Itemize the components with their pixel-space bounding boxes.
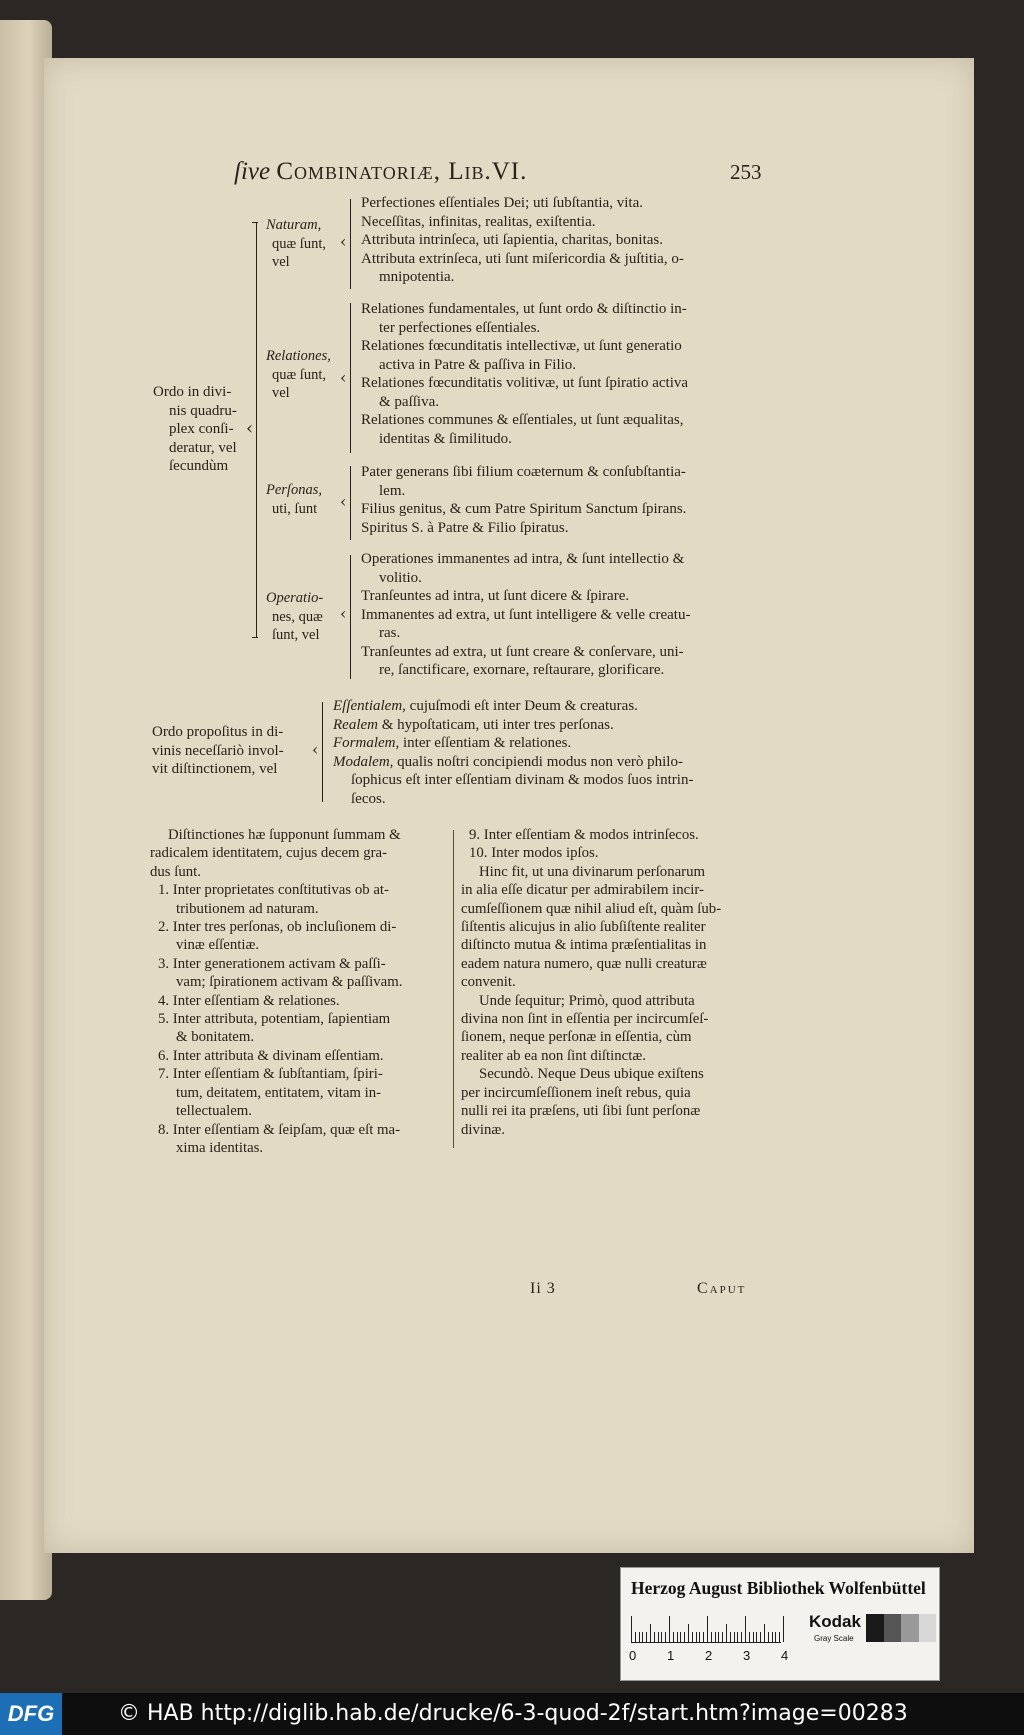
column-line: eadem natura numero, quæ nulli creaturæ bbox=[461, 955, 707, 972]
column-line: divina non ſint in eſſentia per incircumſeſ- bbox=[461, 1011, 709, 1028]
catchword: Caput bbox=[697, 1280, 747, 1297]
ruler-tick bbox=[642, 1632, 643, 1642]
column-line: radicalem identitatem, cujus decem gra- bbox=[150, 845, 388, 862]
ruler-tick bbox=[711, 1632, 712, 1642]
column-line: nulli rei ita præſens, uti ſibi ſunt perſonæ bbox=[461, 1103, 701, 1120]
kodak-brand: Kodak bbox=[809, 1612, 861, 1631]
item-line: Perfectiones eſſentiales Dei; uti ſubſtantia, vita. bbox=[361, 195, 643, 211]
tree1-root-line: ſecundùm bbox=[169, 458, 229, 474]
ruler-tick bbox=[772, 1632, 773, 1642]
group-label-italic: Relationes, bbox=[266, 348, 331, 364]
group-brace bbox=[350, 303, 351, 453]
item-line: Attributa extrinſeca, uti ſunt miſericordia & juſtitia, o- bbox=[361, 250, 684, 267]
item-line: activa in Patre & paſſiva in Filio. bbox=[379, 356, 577, 373]
item-line: Operationes immanentes ad intra, & ſunt intellectio & bbox=[361, 551, 685, 567]
column-line: realiter ab ea non ſint diſtinctæ. bbox=[461, 1047, 646, 1064]
group-brace bbox=[350, 466, 351, 540]
item-line: re, ſanctificare, exornare, reſtaurare, glorificare. bbox=[379, 662, 665, 678]
tree2-root-line: vit diſtinctionem, vel bbox=[152, 761, 278, 777]
header-prefix: ſive bbox=[234, 158, 271, 185]
ruler-tick bbox=[726, 1624, 727, 1642]
right-column bbox=[461, 826, 764, 1139]
group-brace bbox=[350, 199, 351, 289]
ruler-tick bbox=[775, 1632, 776, 1642]
column-line: Hinc fit, ut una divinarum perſonarum bbox=[479, 863, 706, 880]
ruler-tick bbox=[699, 1632, 700, 1642]
ruler-tick bbox=[669, 1616, 670, 1642]
header-title: Combinatoriæ, Lib.VI. bbox=[276, 158, 528, 185]
ruler-tick bbox=[718, 1632, 719, 1642]
column-line: cumſeſſionem quæ nihil aliud eſt, quàm ſub- bbox=[461, 900, 722, 917]
item-italic: Formalem, bbox=[333, 735, 400, 751]
item-line: Attributa intrinſeca, uti ſapientia, charitas, bonitas. bbox=[361, 232, 663, 248]
item-line: mnipotentia. bbox=[379, 269, 455, 285]
group-brace bbox=[350, 555, 351, 679]
ruler-tick bbox=[734, 1632, 735, 1642]
column-line: ſionem, neque perſonæ in eſſentia, cùm bbox=[461, 1029, 692, 1046]
tree1-main-brace bbox=[256, 222, 257, 638]
group-label-italic: Perſonas, bbox=[266, 482, 322, 498]
tree1-root-line: deratur, vel bbox=[169, 439, 237, 456]
item-italic: Realem bbox=[333, 716, 378, 733]
ruler-tick bbox=[768, 1632, 769, 1642]
ruler-tick bbox=[749, 1632, 750, 1642]
scale-number: 0 bbox=[629, 1648, 637, 1663]
ruler-scale bbox=[631, 1612, 781, 1643]
column-line: vam; ſpirationem activam & paſſivam. bbox=[176, 974, 403, 991]
scale-number: 3 bbox=[743, 1648, 751, 1663]
ruler-tick bbox=[756, 1632, 757, 1642]
signature-mark: Ii 3 bbox=[530, 1280, 556, 1297]
ruler-tick bbox=[692, 1632, 693, 1642]
column-line: xima identitas. bbox=[176, 1139, 264, 1156]
column-line: 10. Inter modos ipſos. bbox=[469, 845, 599, 862]
source-url-text[interactable]: © HAB http://diglib.hab.de/drucke/6-3-quod-2f/start.htm?image=00283 bbox=[118, 1701, 908, 1726]
ruler-tick bbox=[741, 1632, 742, 1642]
column-line: 3. Inter generationem activam & paſſi- bbox=[158, 955, 386, 972]
ruler-tick bbox=[673, 1632, 674, 1642]
item-line: Neceſſitas, infinitas, realitas, exiſtentia. bbox=[361, 213, 596, 230]
ruler-tick bbox=[650, 1624, 651, 1642]
ruler-tick bbox=[635, 1632, 636, 1642]
ruler-tick bbox=[677, 1632, 678, 1642]
column-line: in alia eſſe dicatur per admirabilem incir- bbox=[461, 882, 704, 899]
column-line: 6. Inter attributa & divinam eſſentiam. bbox=[158, 1047, 384, 1064]
ruler-tick bbox=[779, 1632, 780, 1642]
tree2-root bbox=[152, 723, 284, 779]
column-line: Unde ſequitur; Primò, quod attributa bbox=[479, 992, 695, 1009]
group-items-personas bbox=[361, 463, 686, 537]
ruler-tick bbox=[737, 1632, 738, 1642]
item-line: lem. bbox=[379, 482, 406, 499]
tree2-root-line: Ordo propoſitus in di- bbox=[152, 724, 284, 740]
left-column bbox=[150, 826, 453, 1157]
group-brace-point: ‹ bbox=[340, 368, 347, 387]
group-label-line: quæ ſunt, bbox=[272, 235, 326, 252]
tree2-items bbox=[333, 697, 693, 808]
dfg-logo: DFG bbox=[0, 1693, 62, 1735]
group-label-line: quæ ſunt, bbox=[272, 366, 326, 383]
column-line: 7. Inter eſſentiam & ſubſtantiam, ſpiri- bbox=[158, 1066, 383, 1083]
column-line: tributionem ad naturam. bbox=[176, 900, 319, 917]
page-number: 253 bbox=[730, 160, 762, 184]
tree2-brace bbox=[322, 702, 323, 802]
scale-number: 4 bbox=[781, 1648, 789, 1663]
group-label-relationes bbox=[266, 347, 331, 403]
tree1-root bbox=[153, 383, 237, 476]
item-line: Tranſeuntes ad intra, ut ſunt dicere & ſpirare. bbox=[361, 588, 630, 604]
item-text: qualis noſtri concipiendi modus non verò philo- bbox=[397, 753, 683, 770]
item-line: Relationes fœcunditatis intellectivæ, ut ſunt generatio bbox=[361, 338, 682, 354]
ruler-tick bbox=[688, 1624, 689, 1642]
group-brace-point: ‹ bbox=[340, 492, 347, 511]
column-line: dus ſunt. bbox=[150, 863, 201, 880]
ruler-tick bbox=[760, 1632, 761, 1642]
ruler-tick bbox=[764, 1624, 765, 1642]
tree1-root-line: nis quadru- bbox=[169, 402, 237, 419]
column-line: Secundò. Neque Deus ubique exiſtens bbox=[479, 1066, 704, 1083]
item-line: ſecos. bbox=[351, 790, 386, 807]
ruler-tick bbox=[783, 1616, 784, 1642]
item-line: volitio. bbox=[379, 569, 422, 586]
item-line: Filius genitus, & cum Patre Spiritum Sanctum ſpirans. bbox=[361, 501, 687, 517]
item-line: Relationes fundamentales, ut ſunt ordo & diſtinctio in- bbox=[361, 301, 687, 317]
group-label-italic: Operatio- bbox=[266, 590, 324, 606]
tree2-brace-point: ‹ bbox=[312, 740, 319, 759]
column-line: 5. Inter attributa, potentiam, ſapientiam bbox=[158, 1011, 391, 1028]
item-line: Tranſeuntes ad extra, ut ſunt creare & conſervare, uni- bbox=[361, 643, 684, 660]
ruler-tick bbox=[696, 1632, 697, 1642]
column-line: diſtincto mutua & intima præſentialitas in bbox=[461, 937, 707, 954]
ruler-tick bbox=[658, 1632, 659, 1642]
column-line: per incircumſeſſionem ineſt rebus, quia bbox=[461, 1084, 691, 1101]
column-line: divinæ. bbox=[461, 1121, 505, 1138]
gray-scale-swatch bbox=[866, 1614, 936, 1642]
group-label-line: uti, ſunt bbox=[272, 500, 318, 517]
ruler-tick bbox=[707, 1616, 708, 1642]
library-name: Herzog August Bibliothek Wolfenbüttel bbox=[631, 1578, 926, 1598]
item-text: cujuſmodi eſt inter Deum & creaturas. bbox=[409, 698, 638, 714]
item-line: Immanentes ad extra, ut ſunt intelligere & velle creatu- bbox=[361, 606, 691, 623]
column-line: 9. Inter eſſentiam & modos intrinſecos. bbox=[469, 827, 699, 843]
group-label-naturam bbox=[266, 216, 326, 272]
item-line: Spiritus S. à Patre & Filio ſpiratus. bbox=[361, 519, 569, 536]
ruler-tick bbox=[745, 1616, 746, 1642]
item-line: identitas & ſimilitudo. bbox=[379, 430, 512, 447]
column-line: tellectualem. bbox=[176, 1103, 253, 1120]
column-line: convenit. bbox=[461, 974, 516, 991]
scale-number: 1 bbox=[667, 1648, 675, 1663]
group-items-naturam bbox=[361, 194, 684, 287]
ruler-tick bbox=[654, 1632, 655, 1642]
group-label-line: vel bbox=[272, 385, 290, 401]
column-line: 2. Inter tres perſonas, ob incluſionem di- bbox=[158, 919, 397, 936]
ruler-tick bbox=[639, 1632, 640, 1642]
column-line: 8. Inter eſſentiam & ſeipſam, quæ eſt ma- bbox=[158, 1121, 401, 1138]
ruler-tick bbox=[661, 1632, 662, 1642]
scale-number: 2 bbox=[705, 1648, 713, 1663]
ruler-tick bbox=[680, 1632, 681, 1642]
ruler-tick bbox=[722, 1632, 723, 1642]
group-label-line: vel bbox=[272, 254, 290, 270]
column-line: 1. Inter proprietates conſtitutivas ob at- bbox=[158, 882, 389, 899]
ruler-tick bbox=[753, 1632, 754, 1642]
column-line: & bonitatem. bbox=[176, 1029, 255, 1046]
item-line: Relationes fœcunditatis volitivæ, ut ſunt ſpiratio activa bbox=[361, 375, 689, 391]
ruler-tick bbox=[665, 1632, 666, 1642]
item-line: & paſſiva. bbox=[379, 393, 439, 410]
tree1-main-brace-bottom bbox=[252, 637, 258, 638]
group-label-line: nes, quæ bbox=[272, 608, 323, 625]
group-label-line: ſunt, vel bbox=[272, 627, 320, 643]
item-text: inter eſſentiam & relationes. bbox=[403, 735, 572, 751]
item-line: ras. bbox=[379, 625, 401, 641]
tree1-main-brace-point: ‹ bbox=[246, 418, 254, 439]
column-line: vinæ eſſentiæ. bbox=[176, 937, 260, 954]
ruler-tick bbox=[646, 1632, 647, 1642]
item-italic: Eſſentialem, bbox=[333, 698, 406, 714]
column-line: tum, deitatem, entitatem, vitam in- bbox=[176, 1084, 382, 1101]
item-italic: Modalem, bbox=[333, 753, 394, 770]
column-line: ſiſtentis alicujus in alio ſubſiſtente realiter bbox=[461, 919, 706, 936]
item-line: Relationes communes & eſſentiales, ut ſunt æqualitas, bbox=[361, 412, 684, 428]
viewer-footer bbox=[0, 1693, 1024, 1735]
column-line: Diſtinctiones hæ ſupponunt ſummam & bbox=[168, 827, 401, 843]
tree1-main-brace-top bbox=[252, 222, 258, 223]
ruler-tick bbox=[715, 1632, 716, 1642]
item-text: & hypoſtaticam, uti inter tres perſonas. bbox=[381, 716, 614, 733]
tree1-root-line: plex conſi- bbox=[169, 421, 234, 437]
item-line: ſophicus eſt inter eſſentiam divinam & modos ſuos intrin- bbox=[351, 772, 694, 788]
item-line: Pater generans ſibi filium coæternum & conſubſtantia- bbox=[361, 464, 686, 480]
ruler-tick bbox=[684, 1632, 685, 1642]
group-brace-point: ‹ bbox=[340, 232, 347, 251]
tree2-root-line: vinis neceſſariò invol- bbox=[152, 742, 284, 759]
item-line: ter perfectiones eſſentiales. bbox=[379, 319, 541, 336]
group-brace-point: ‹ bbox=[340, 604, 347, 623]
group-items-operationes bbox=[361, 550, 690, 680]
ruler-tick bbox=[703, 1632, 704, 1642]
group-items-relationes bbox=[361, 300, 688, 448]
running-header bbox=[234, 158, 527, 186]
ruler-tick bbox=[631, 1616, 632, 1642]
column-line: 4. Inter eſſentiam & relationes. bbox=[158, 992, 340, 1009]
group-label-italic: Naturam, bbox=[266, 217, 322, 233]
library-color-card bbox=[620, 1567, 940, 1681]
ruler-tick bbox=[730, 1632, 731, 1642]
group-label-personas bbox=[266, 481, 322, 518]
tree1-root-line: Ordo in divi- bbox=[153, 384, 232, 400]
column-divider bbox=[453, 830, 454, 1148]
grayscale-label: Gray Scale bbox=[814, 1634, 854, 1643]
group-label-operationes bbox=[266, 589, 323, 645]
